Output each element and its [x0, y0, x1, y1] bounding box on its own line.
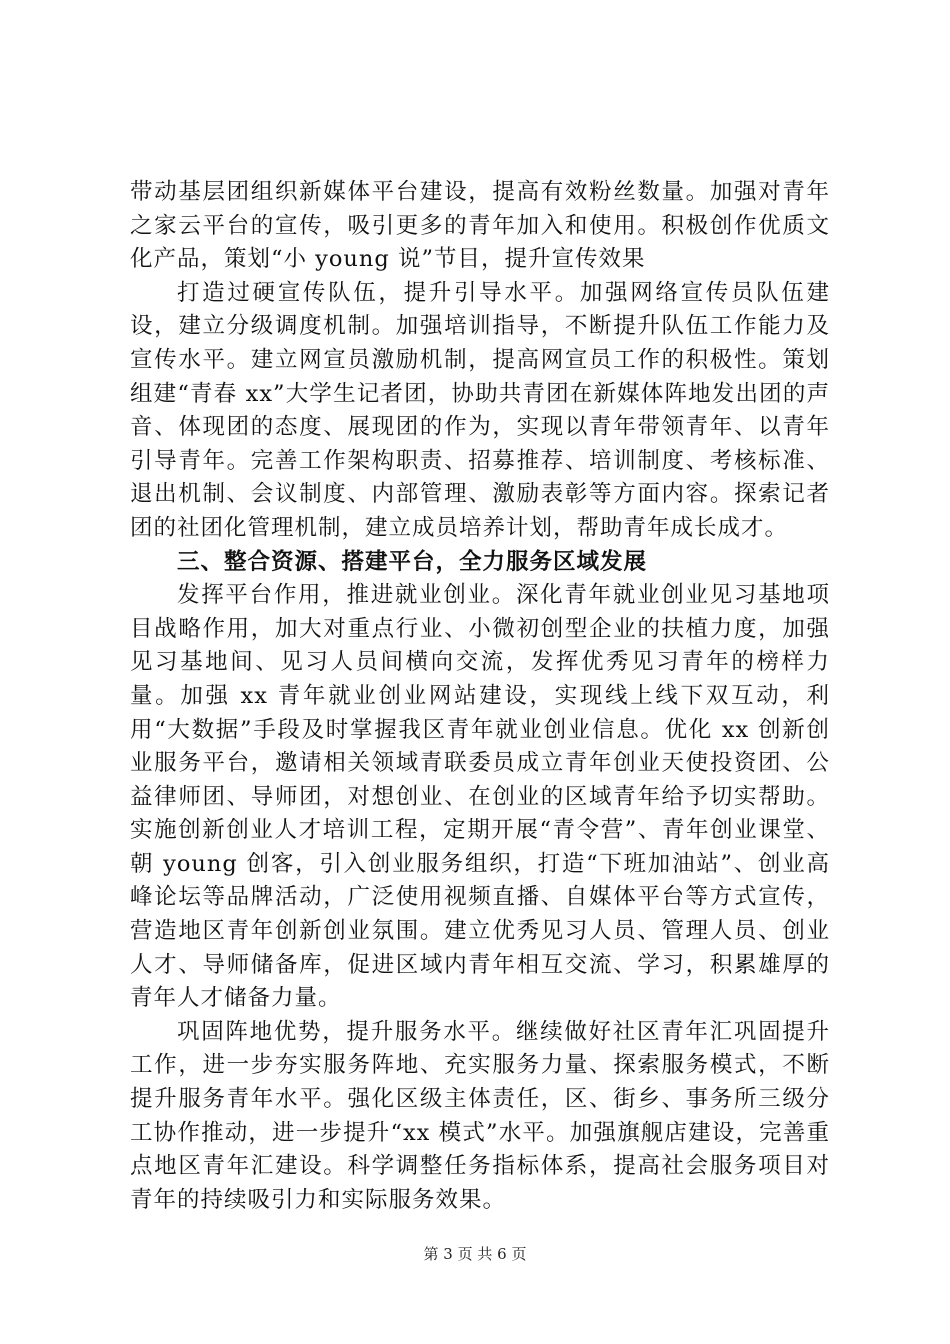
- paragraph-service: 巩固阵地优势，提升服务水平。继续做好社区青年汇巩固提升工作，进一步夯实服务阵地、充实服务力量、探索服务模式，不断提升服务青年水平。强化区级主体责任，区、街乡、事务所三级分工协作推动，进一步提升“xx 模式”水平。加强旗舰店建设，完善重点地区青年汇建设。科学调整任务指标体系，提高社会服务项目对青年的持续吸引力和实际服务效果。: [130, 1018, 830, 1213]
- section-heading: 三、整合资源、搭建平台，全力服务区域发展: [177, 548, 648, 575]
- paragraph-publicity-team: 打造过硬宣传队伍，提升引导水平。加强网络宣传员队伍建设，建立分级调度机制。加强培训指导，不断提升队伍工作能力及宣传水平。建立网宣员激励机制，提高网宣员工作的积极性。策划组建“青春 xx”大学生记者团，协助共青团在新媒体阵地发出团的声音、体现团的态度、展现团的作为，实现以青年带领青年、以青年引导青年。完善工作架构职责、招募推荐、培训制度、考核标准、退出机制、会议制度、内部管理、激励表彰等方面内容。探索记者团的社团化管理机制，建立成员培养计划，帮助青年成长成才。: [130, 279, 830, 541]
- paragraph-employment: 发挥平台作用，推进就业创业。深化青年就业创业见习基地项目战略作用，加大对重点行业、小微初创型企业的扶植力度，加强见习基地间、见习人员间横向交流，发挥优秀见习青年的榜样力量。加强 xx 青年就业创业网站建设，实现线上线下双互动，利用“大数据”手段及时掌握我区青年就业创业信息。优化 xx 创新创业服务平台，邀请相关领域青联委员成立青年创业天使投资团、公益律师团、导师团，对想创业、在创业的区域青年给予切实帮助。实施创新创业人才培训工程，定期开展“青令营”、青年创业课堂、朝 young 创客，引入创业服务组织，打造“下班加油站”、创业高峰论坛等品牌活动，广泛使用视频直播、自媒体平台等方式宣传，营造地区青年创新创业氛围。建立优秀见习人员、管理人员、创业人才、导师储备库，促进区域内青年相互交流、学习，积累雄厚的青年人才储备力量。: [130, 582, 830, 1012]
- page-footer: 第 3 页 共 6 页: [423, 1245, 527, 1263]
- paragraph-new-media: 带动基层团组织新媒体平台建设，提高有效粉丝数量。加强对青年之家云平台的宣传，吸引更多的青年加入和使用。积极创作优质文化产品，策划“小 young 说”节目，提升宣传效果: [130, 179, 830, 273]
- document-body: [130, 176, 830, 1217]
